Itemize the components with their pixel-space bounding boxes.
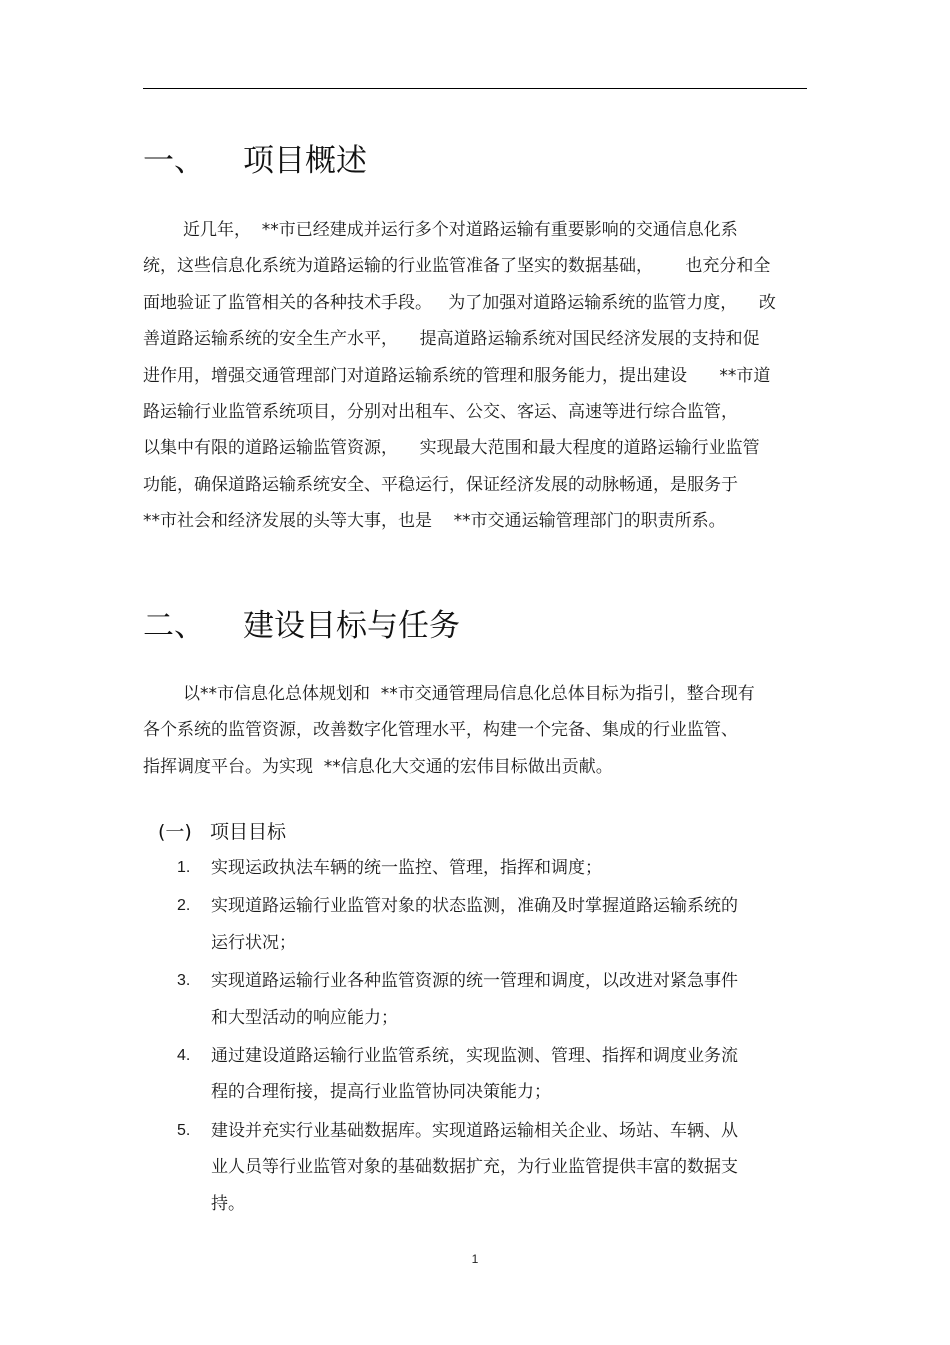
paragraph-line: 面地验证了监管相关的各种技术手段。 为了加强对道路运输系统的监管力度， 改 bbox=[143, 292, 776, 313]
goals-list bbox=[177, 850, 777, 1224]
list-item bbox=[177, 1113, 777, 1222]
paragraph-line: 近几年， **市已经建成并运行多个对道路运输有重要影响的交通信息化系 bbox=[183, 220, 738, 240]
overview-paragraph bbox=[143, 212, 808, 540]
section-number: 二、 bbox=[143, 608, 205, 644]
paragraph-line: 各个系统的监管资源，改善数字化管理水平，构建一个完备、集成的行业监管、 bbox=[143, 720, 738, 741]
section-heading-overview bbox=[143, 141, 367, 181]
list-item-line: 实现运政执法车辆的统一监控、管理，指挥和调度； bbox=[211, 858, 602, 878]
list-item bbox=[177, 1038, 777, 1111]
list-item-line: 持。 bbox=[211, 1193, 245, 1214]
list-item-line: 运行状况； bbox=[211, 932, 296, 953]
paragraph-line: 以集中有限的道路运输监管资源， 实现最大范围和最大程度的道路运输行业监管 bbox=[143, 438, 760, 459]
list-item-line: 实现道路运输行业监管对象的状态监测，准确及时掌握道路运输系统的 bbox=[211, 896, 738, 917]
header-rule bbox=[143, 88, 807, 89]
paragraph-line: 功能，确保道路运输系统安全、平稳运行，保证经济发展的动脉畅通，是服务于 bbox=[143, 474, 738, 495]
paragraph-line: **市社会和经济发展的头等大事，也是 **市交通运输管理部门的职责所系。 bbox=[143, 511, 726, 532]
list-item-line: 建设并充实行业基础数据库。实现道路运输相关企业、场站、车辆、从 bbox=[211, 1120, 738, 1141]
list-item-line: 通过建设道路运输行业监管系统，实现监测、管理、指挥和调度业务流 bbox=[211, 1045, 738, 1066]
paragraph-line: 以**市信息化总体规划和 **市交通管理局信息化总体目标为指引，整合现有 bbox=[183, 684, 755, 704]
list-item bbox=[177, 850, 777, 886]
list-item bbox=[177, 963, 777, 1036]
section-heading-goals bbox=[143, 606, 460, 646]
section-title: 项目概述 bbox=[243, 143, 367, 179]
goals-paragraph bbox=[143, 676, 808, 785]
list-item-number: 1. bbox=[177, 859, 191, 876]
section-title: 建设目标与任务 bbox=[243, 608, 460, 644]
paragraph-line: 路运输行业监管系统项目，分别对出租车、公交、客运、高速等进行综合监管， bbox=[143, 401, 738, 422]
list-item-number: 2. bbox=[177, 897, 191, 915]
list-item-line: 实现道路运输行业各种监管资源的统一管理和调度，以改进对紧急事件 bbox=[211, 971, 738, 992]
list-item-number: 5. bbox=[177, 1121, 191, 1139]
list-item-line: 业人员等行业监管对象的基础数据扩充，为行业监管提供丰富的数据支 bbox=[211, 1157, 738, 1178]
list-item bbox=[177, 888, 777, 961]
list-item-line: 和大型活动的响应能力； bbox=[211, 1007, 398, 1028]
list-item-number: 4. bbox=[177, 1046, 191, 1064]
list-item-line: 程的合理衔接，提高行业监管协同决策能力； bbox=[211, 1082, 551, 1103]
paragraph-line: 指挥调度平台。为实现 **信息化大交通的宏伟目标做出贡献。 bbox=[143, 756, 613, 777]
page-number: 1 bbox=[471, 1252, 479, 1266]
list-item-number: 3. bbox=[177, 972, 191, 990]
paragraph-line: 善道路运输系统的安全生产水平， 提高道路运输系统对国民经济发展的支持和促 bbox=[143, 329, 760, 350]
section-number: 一、 bbox=[143, 143, 205, 179]
paragraph-line: 进作用，增强交通管理部门对道路运输系统的管理和服务能力，提出建设 **市道 bbox=[143, 365, 771, 386]
subsection-heading: (一) 项目目标 bbox=[158, 821, 286, 843]
paragraph-line: 统，这些信息化系统为道路运输的行业监管准备了坚实的数据基础， 也充分和全 bbox=[143, 256, 771, 277]
